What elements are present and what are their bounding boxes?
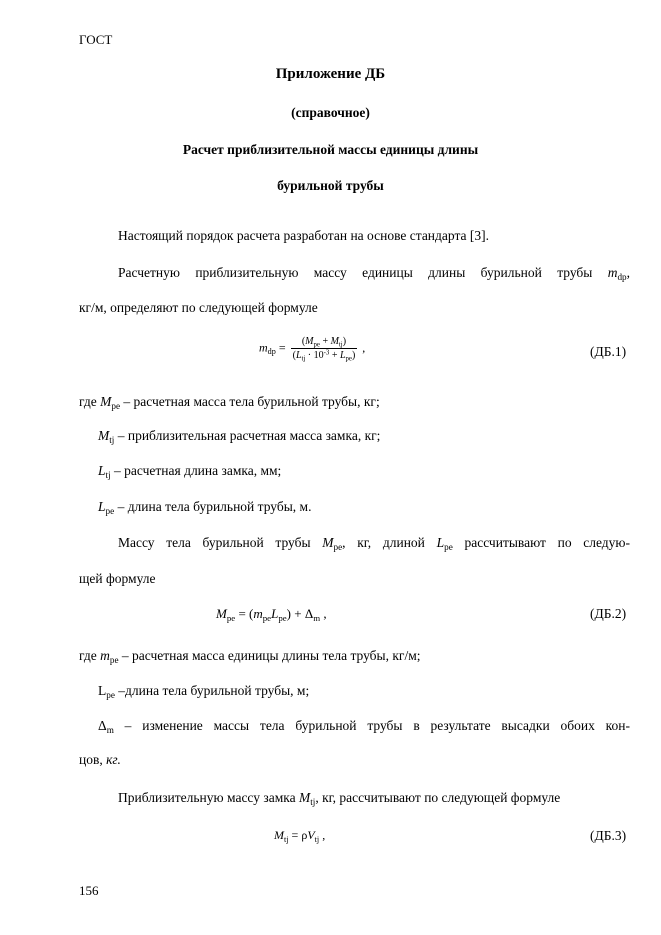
paragraph-3-line2: щей формуле	[79, 571, 156, 586]
where-mpe-lower: где $m_{pe}$ – расчетная масса единицы длины тела трубы, кг/м;	[79, 648, 421, 666]
def-mtj: $M_{tj}$ – приблизительная расчетная масса замка, кг;	[98, 428, 381, 446]
def-lpe-text: – длина тела бурильной трубы, м.	[117, 499, 312, 514]
def-delta-line2	[79, 752, 121, 768]
formula-db1-fraction: $\frac{(M_{pe} + M_{tj})}{(L_{tj} \cdot 10^{-3} + L_{pe})}$	[292, 336, 356, 363]
where-prefix: где	[79, 394, 97, 409]
equation-number-db2: (ДБ.2)	[590, 606, 627, 621]
page-header: ГОСТ	[79, 32, 113, 47]
where-mpe: где $M_{pe}$ – расчетная масса тела бурильной трубы, кг;	[79, 394, 380, 412]
paragraph-1: Настоящий порядок расчета разработан на основе стандарта [3].	[118, 228, 490, 243]
appendix-title: Приложение ДБ	[275, 66, 386, 82]
def-lpe-2: $L_{pe}$ –длина тела бурильной трубы, м;	[98, 683, 310, 701]
where-mpe-lower-text: – расчетная масса единицы длины тела трубы, кг/м;	[121, 648, 421, 663]
def-delta-line2-text: цов,	[79, 752, 103, 767]
def-delta-unit: кг.	[106, 752, 121, 767]
paragraph-2-text: Расчетную приблизительную массу единицы длины бурильной трубы	[118, 265, 593, 280]
formula-db1: $m_{dp}$ = $\frac{(M_{pe} + M_{tj})}{(L_{tj} \cdot 10^{-3} + L_{pe})}$ ,	[259, 336, 366, 363]
paragraph-3-part3: рассчитывают по следую-	[464, 535, 630, 550]
section-heading-line1: Расчет приблизительной массы единицы длины	[182, 142, 479, 157]
section-heading-line2: бурильной трубы	[277, 178, 384, 193]
def-mtj-text: – приблизительная расчетная масса замка, кг;	[117, 428, 381, 443]
paragraph-4-part2: , кг, рассчитывают по следующей формуле	[315, 790, 561, 805]
page-number: 156	[79, 883, 99, 898]
def-ltj: $L_{tj}$ – расчетная длина замка, мм;	[98, 463, 282, 481]
symbol-mdp: $m_{dp}$,	[607, 265, 631, 283]
where-mpe-text: – расчетная масса тела бурильной трубы, кг;	[123, 394, 380, 409]
where2-prefix: где	[79, 648, 97, 663]
paragraph-3-part1: Массу тела бурильной трубы	[118, 535, 311, 550]
paragraph-2-line2: кг/м, определяют по следующей формуле	[79, 300, 318, 315]
paragraph-2-line1	[79, 265, 630, 281]
def-lpe-2-text: –длина тела бурильной трубы, м;	[118, 683, 310, 698]
paragraph-3-part2: , кг, длиной	[342, 535, 425, 550]
equation-number-db3: (ДБ.3)	[590, 828, 627, 843]
def-lpe-2-symbol: L	[98, 683, 107, 698]
def-lpe: $L_{pe}$ – длина тела бурильной трубы, м.	[98, 499, 312, 517]
paragraph-4: Приблизительную массу замка $M_{tj}$, кг, рассчитывают по следующей формуле	[118, 790, 561, 808]
def-ltj-text: – расчетная длина замка, мм;	[114, 463, 282, 478]
formula-db2: $M_{pe} = (m_{pe}L_{pe}) + \Delta_m$ ,	[216, 606, 327, 624]
def-delta-text: – изменение массы тела бурильной трубы в результате высадки обоих кон-	[124, 718, 630, 733]
appendix-subtitle: (справочное)	[291, 105, 370, 120]
def-delta-line1: $\Delta_m$ – изменение массы тела бурильной трубы в результате высадки обоих кон-	[98, 718, 630, 736]
equation-number-db1: (ДБ.1)	[590, 344, 627, 359]
formula-db3: $M_{tj} = \rho V_{tj}$ ,	[274, 828, 326, 844]
paragraph-4-part1: Приблизительную массу замка	[118, 790, 296, 805]
paragraph-3-line1: Массу тела бурильной трубы $M_{pe}$, кг, длиной $L_{pe}$ рассчитывают по следую-	[79, 535, 630, 551]
